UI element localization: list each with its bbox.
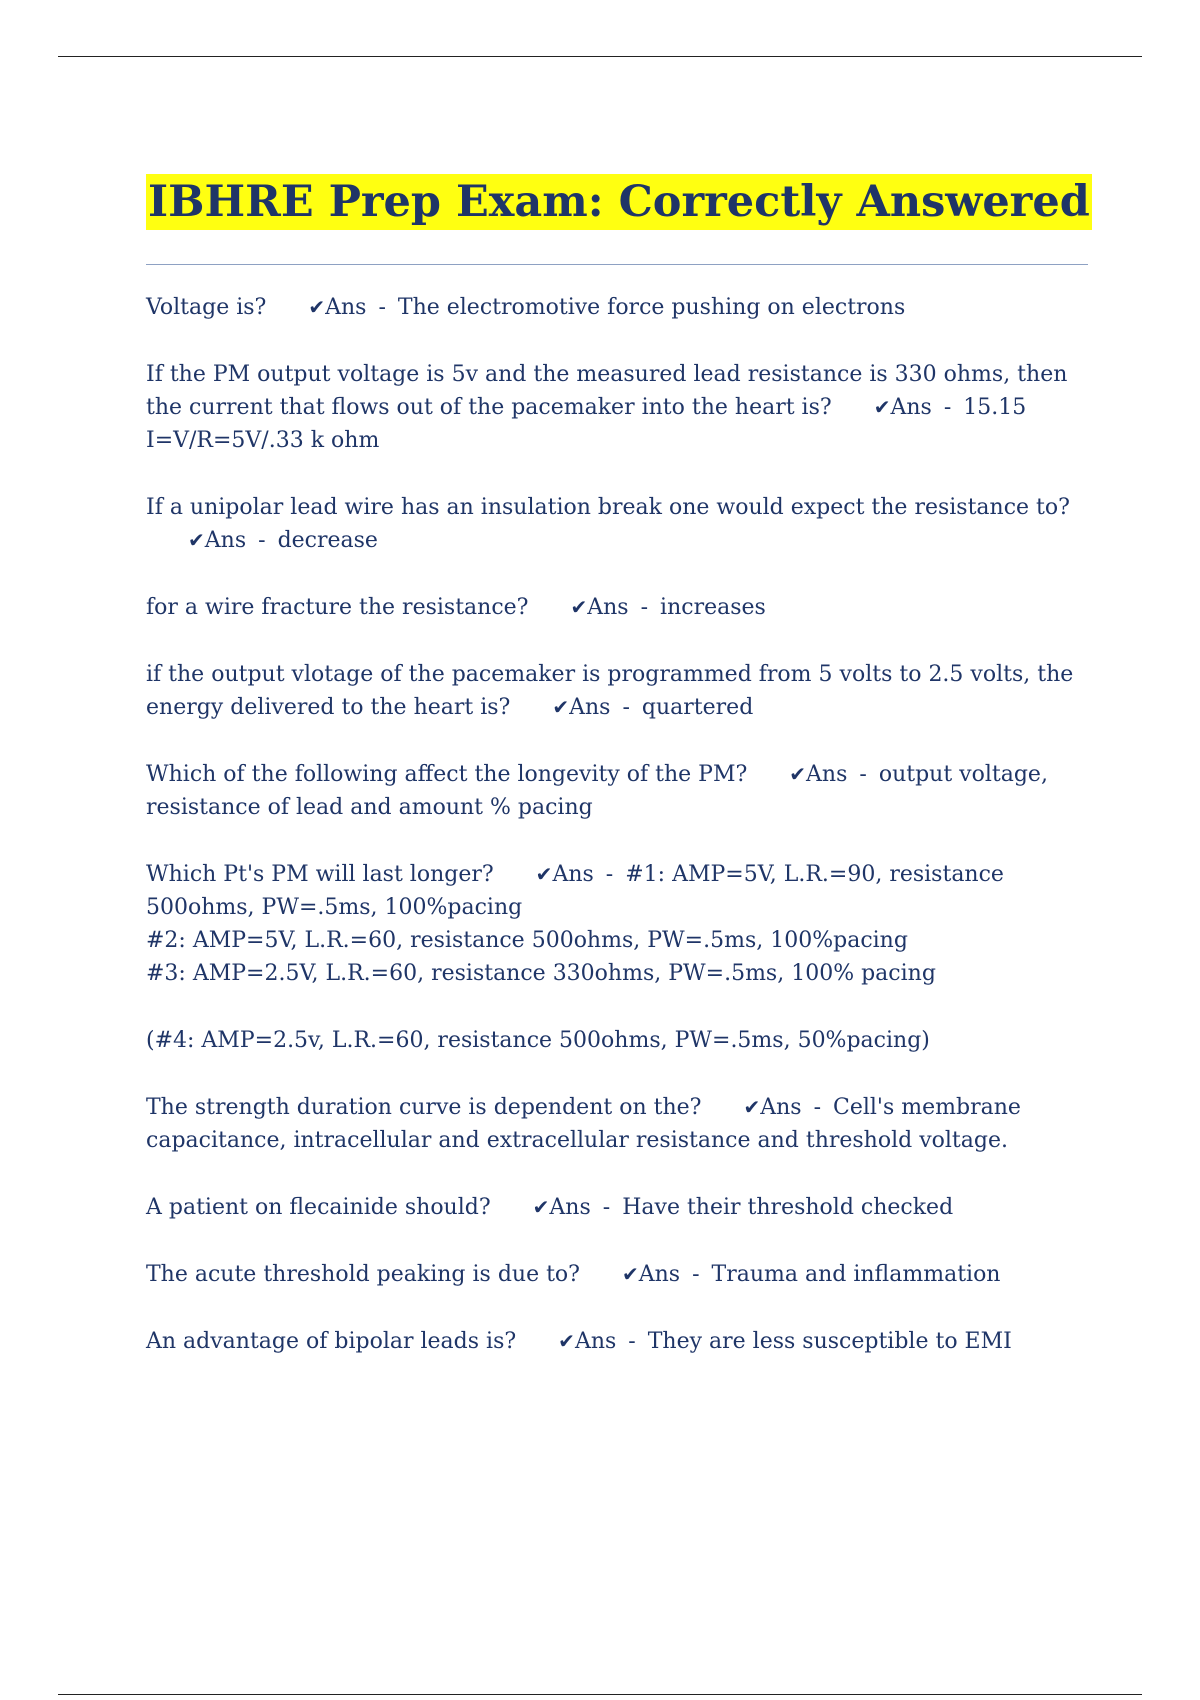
- answer-separator: -: [622, 694, 630, 720]
- answer-separator: -: [859, 761, 867, 787]
- answer-text: They are less susceptible to EMI: [647, 1328, 1012, 1354]
- top-rule: [58, 56, 1142, 57]
- answer-label: Ans: [890, 394, 932, 420]
- answer-separator: -: [813, 1094, 821, 1120]
- answer-label: Ans: [569, 694, 611, 720]
- checkmark-icon: ✔: [570, 594, 588, 619]
- qa-item: [146, 858, 1088, 990]
- checkmark-icon: ✔: [308, 294, 326, 319]
- answer-label: Ans: [806, 761, 848, 787]
- answer-label: Ans: [552, 861, 594, 887]
- question-text: If the PM output voltage is 5v and the measured lead resistance is 330 ohms, then the current that flows out of the pacemaker into the heart is?: [146, 361, 1068, 420]
- qa-item: [146, 358, 1088, 457]
- question-text: A patient on flecainide should?: [146, 1194, 491, 1220]
- answer-separator: -: [602, 1194, 611, 1220]
- qa-item: [146, 591, 1088, 624]
- question-text: The strength duration curve is dependent on the?: [146, 1094, 702, 1120]
- answer-extra-line: #3: AMP=2.5V, L.R.=60, resistance 330ohms, PW=.5ms, 100% pacing: [146, 960, 936, 986]
- qa-list: [146, 291, 1088, 1358]
- answer-text: #1: AMP=5V, L.R.=90, resistance 500ohms, PW=.5ms, 100%pacing: [146, 861, 1004, 920]
- answer-label: Ans: [760, 1094, 802, 1120]
- qa-item: [146, 658, 1088, 724]
- answer-separator: -: [640, 594, 649, 620]
- checkmark-icon: ✔: [789, 761, 807, 786]
- qa-item: [146, 291, 1088, 324]
- answer-text: quartered: [641, 694, 754, 720]
- answer-text: Have their threshold checked: [622, 1194, 954, 1220]
- checkmark-icon: ✔: [552, 694, 570, 719]
- question-text: Which Pt's PM will last longer?: [146, 861, 494, 887]
- qa-item: [146, 1191, 1088, 1224]
- checkmark-icon: ✔: [743, 1094, 761, 1119]
- question-text: The acute threshold peaking is due to?: [146, 1261, 580, 1287]
- qa-item: [146, 491, 1088, 557]
- answer-separator: -: [943, 394, 952, 420]
- checkmark-icon: ✔: [535, 861, 553, 886]
- bottom-rule: [58, 1694, 1142, 1695]
- checkmark-icon: ✔: [558, 1328, 575, 1353]
- answer-text: output voltage, resistance of lead and amount % pacing: [146, 761, 1048, 820]
- answer-label: Ans: [574, 1328, 617, 1354]
- qa-item: [146, 758, 1088, 824]
- question-text: (#4: AMP=2.5v, L.R.=60, resistance 500ohms, PW=.5ms, 50%pacing): [146, 1027, 930, 1053]
- answer-separator: -: [692, 1261, 700, 1287]
- checkmark-icon: ✔: [873, 394, 891, 419]
- answer-text: Trauma and inflammation: [711, 1261, 1001, 1287]
- answer-separator: -: [378, 294, 386, 320]
- qa-item: [146, 1325, 1088, 1358]
- answer-label: Ans: [549, 1194, 591, 1220]
- question-text: If a unipolar lead wire has an insulation break one would expect the resistance to?: [146, 494, 1070, 520]
- question-text: Which of the following affect the longevity of the PM?: [146, 761, 748, 787]
- checkmark-icon: ✔: [532, 1194, 550, 1219]
- answer-label: Ans: [204, 527, 247, 553]
- qa-item: [146, 1258, 1088, 1291]
- question-text: Voltage is?: [146, 294, 267, 320]
- answer-separator: -: [258, 527, 266, 553]
- qa-item: [146, 1091, 1088, 1157]
- answer-text: decrease: [277, 527, 378, 553]
- answer-label: Ans: [638, 1261, 681, 1287]
- answer-separator: -: [605, 861, 614, 887]
- answer-label: Ans: [587, 594, 629, 620]
- exam-document: [146, 145, 1088, 1392]
- question-text: if the output vlotage of the pacemaker is programmed from 5 volts to 2.5 volts, the energy delivered to the heart is?: [146, 661, 1074, 720]
- answer-extra-line: I=V/R=5V/.33 k ohm: [146, 427, 380, 453]
- answer-text: Cell's membrane capacitance, intracellular and extracellular resistance and threshold voltage.: [146, 1094, 1021, 1153]
- qa-item: [146, 1024, 1088, 1057]
- checkmark-icon: ✔: [621, 1261, 639, 1286]
- question-text: An advantage of bipolar leads is?: [146, 1328, 517, 1354]
- question-text: for a wire fracture the resistance?: [146, 594, 529, 620]
- answer-label: Ans: [325, 294, 367, 320]
- title-block: [146, 145, 1088, 265]
- answer-extra-line: #2: AMP=5V, L.R.=60, resistance 500ohms, PW=.5ms, 100%pacing: [146, 927, 908, 953]
- checkmark-icon: ✔: [188, 527, 205, 552]
- answer-text: increases: [660, 594, 766, 620]
- answer-text: The electromotive force pushing on electrons: [397, 294, 906, 320]
- answer-text: 15.15: [963, 394, 1027, 420]
- document-title: IBHRE Prep Exam: Correctly Answered: [146, 174, 1092, 230]
- answer-separator: -: [628, 1328, 636, 1354]
